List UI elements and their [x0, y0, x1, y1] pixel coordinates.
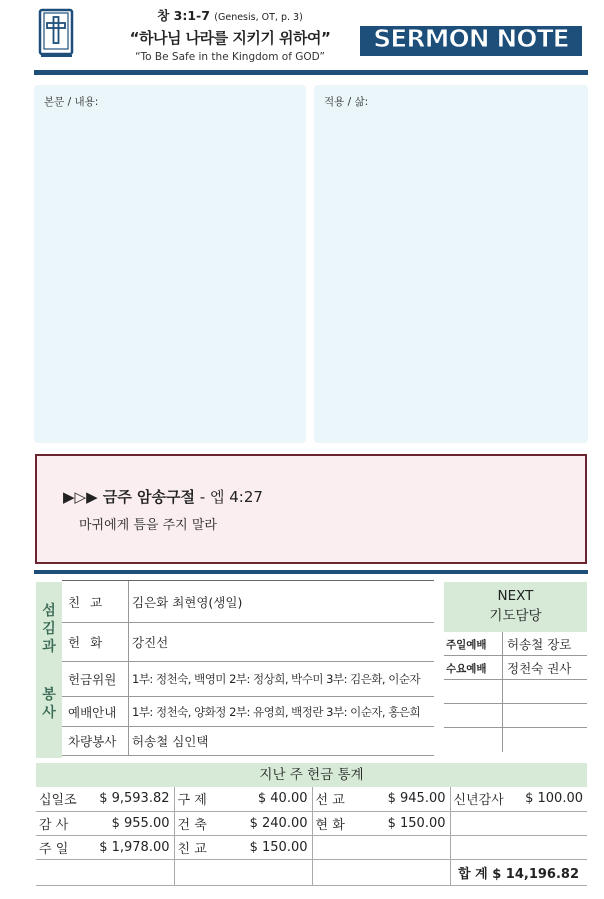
offering-category: 선 교 [312, 787, 370, 811]
service-name: 주일예배 [446, 638, 487, 651]
offering-category: 구 제 [174, 787, 232, 811]
offering-category: 감 사 [36, 811, 94, 835]
service-name [446, 680, 502, 704]
side-char: 봉 [42, 687, 56, 703]
table-row [36, 835, 587, 859]
next-label: NEXT [497, 588, 534, 604]
reference-text: 창 3:1-7 [157, 8, 210, 23]
offering-amount [370, 835, 450, 859]
top-divider [34, 70, 588, 75]
role-names: 1부: 정천숙, 양화정 2부: 유영희, 백정란 3부: 이순자, 홍은희 [132, 704, 421, 719]
table-row [62, 697, 434, 727]
empty-cell [36, 859, 174, 885]
content-note-label: 본문 / 내용: [44, 96, 99, 108]
offering-amount [516, 835, 587, 859]
offering-amount: $ 100.00 [516, 787, 587, 811]
prayer-duty-label: 기도담당 [489, 608, 542, 624]
role-label: 헌금위원 [68, 672, 117, 687]
empty-cell [312, 859, 450, 885]
table-row [444, 680, 587, 704]
offering-title: 지난 주 헌금 통계 [36, 763, 587, 787]
offering-category: 건 축 [174, 811, 232, 835]
header [0, 0, 604, 78]
application-note-area[interactable] [314, 85, 588, 443]
role-label: 차량봉사 [68, 734, 117, 749]
offering-table [36, 787, 587, 886]
role-names: 허송철 심인택 [132, 734, 209, 749]
service-side-label [36, 582, 62, 758]
memory-verse-title: 금주 암송구절 [102, 488, 196, 506]
table-row [62, 580, 434, 623]
offering-amount: $ 150.00 [370, 811, 450, 835]
offering-category [450, 811, 516, 835]
side-char: 사 [42, 705, 56, 721]
application-note-label: 적용 / 삶: [324, 96, 369, 108]
memory-verse-reference: - 엡 4:27 [195, 488, 263, 506]
offering-total [450, 859, 587, 885]
offering-amount [516, 811, 587, 835]
total-row [36, 859, 587, 885]
table-row [36, 787, 587, 811]
role-names: 1부: 정천숙, 백영미 2부: 정상희, 박수미 3부: 김은화, 이순자 [132, 672, 421, 686]
offering-category: 현 화 [312, 811, 370, 835]
reference-detail: (Genesis, OT, p. 3) [214, 12, 303, 23]
service-name [446, 704, 502, 728]
offering-category: 주 일 [36, 835, 94, 859]
offering-category [450, 835, 516, 859]
side-char: 김 [42, 621, 56, 637]
sermon-note-banner [360, 26, 582, 56]
table-row [62, 727, 434, 756]
table-row [62, 623, 434, 662]
table-row [444, 728, 587, 752]
table-row [444, 632, 587, 656]
side-char: 과 [42, 639, 56, 655]
table-row [36, 811, 587, 835]
role-names: 김은화 최현영(생일) [132, 594, 243, 610]
next-prayer-table [444, 632, 587, 752]
offering-amount: $ 955.00 [94, 811, 174, 835]
offering-amount: $ 1,978.00 [94, 835, 174, 859]
role-label: 친교 [68, 594, 113, 610]
table-row [444, 656, 587, 680]
offering-amount: $ 9,593.82 [94, 787, 174, 811]
scripture-reference [100, 6, 360, 24]
side-char: 섬 [42, 603, 56, 619]
scripture-block [100, 6, 360, 63]
offering-category: 십일조 [36, 787, 94, 811]
role-names: 강진선 [132, 635, 169, 650]
sermon-note-label: SERMON NOTE [373, 24, 569, 53]
content-note-area[interactable] [34, 85, 306, 443]
offering-category: 친 교 [174, 835, 232, 859]
table-row [444, 704, 587, 728]
offering-category [312, 835, 370, 859]
offering-amount: $ 240.00 [232, 811, 312, 835]
service-table [62, 580, 434, 756]
offering-category: 신년감사 [450, 787, 516, 811]
next-prayer-header [444, 582, 587, 632]
service-name [446, 728, 502, 752]
total-amount: $ 14,196.82 [492, 866, 579, 882]
memory-verse-text: 마귀에게 틈을 주지 말라 [79, 518, 217, 533]
service-name: 수요예배 [446, 662, 487, 675]
offering-amount: $ 40.00 [232, 787, 312, 811]
total-label: 합 계 [458, 866, 488, 882]
role-label: 예배안내 [68, 704, 117, 720]
sermon-title-english: “To Be Safe in the Kingdom of GOD” [135, 51, 325, 63]
table-row [62, 662, 434, 697]
middle-divider [34, 570, 588, 574]
empty-cell [174, 859, 312, 885]
prayer-person: 허송철 장로 [507, 637, 572, 652]
memory-verse-heading [63, 486, 263, 507]
offering-amount: $ 945.00 [370, 787, 450, 811]
prayer-person: 정천숙 권사 [507, 661, 572, 676]
bible-cross-icon [36, 8, 76, 58]
offering-amount: $ 150.00 [232, 835, 312, 859]
arrow-icon: ▶▷▶ [63, 488, 98, 506]
memory-verse-box [35, 454, 587, 564]
role-label: 헌화 [68, 635, 113, 650]
sermon-title-korean: “하나님 나라를 지키기 위하여” [129, 29, 331, 47]
